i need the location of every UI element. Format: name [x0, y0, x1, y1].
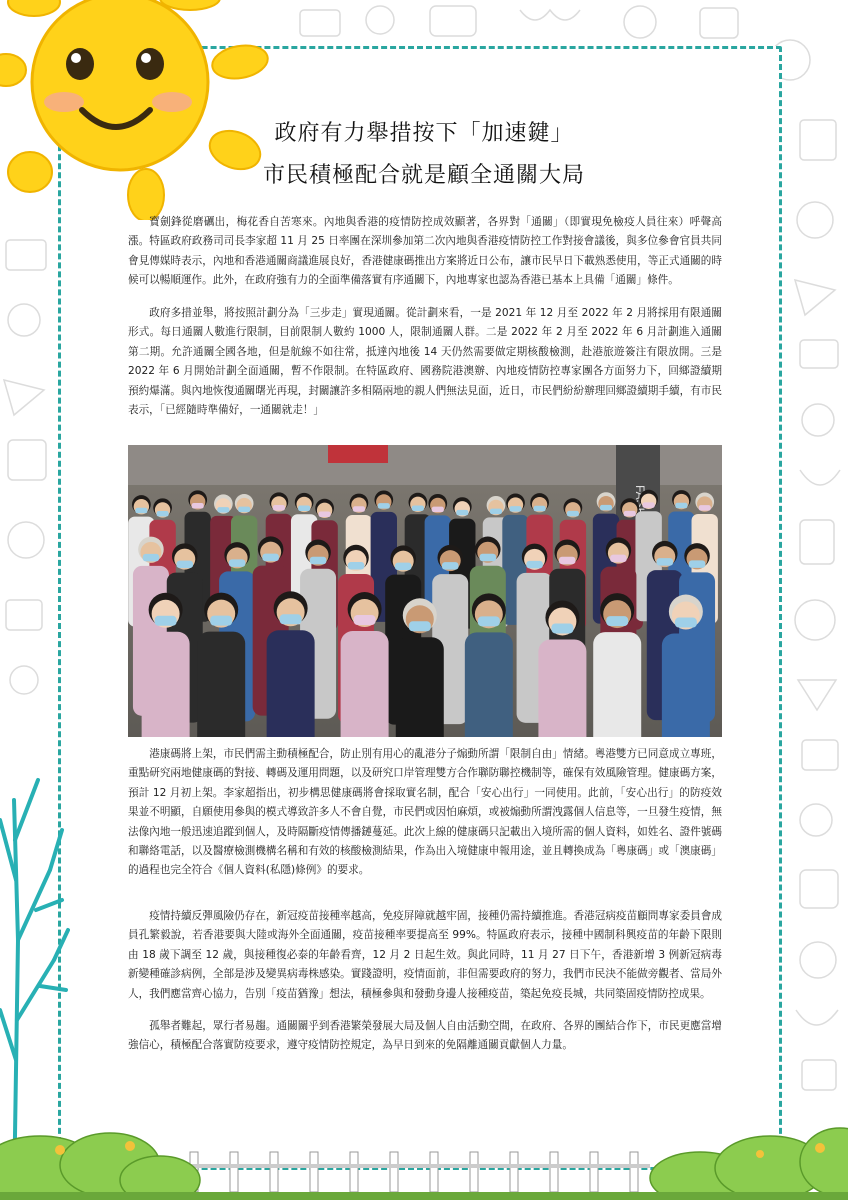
crowd-photo: [128, 445, 722, 737]
sign-text: FASHION: [633, 485, 647, 538]
title-line-1: 政府有力舉措按下「加速鍵」: [274, 121, 574, 146]
paragraph-5: 孤舉者難起，眾行者易趨。通關關乎到香港繁榮發展大局及個人自由活動空間，在政府、各界的團結合作下，市民更應當增強信心，積極配合落實防疫要求，遵守疫情防控規定，為早日到來的免隔離通關貢獻個人力量。: [128, 1020, 722, 1052]
paragraph-3: 港康碼將上架，市民們需主動積極配合，防止別有用心的亂港分子煽動所謂「限制自由」情緒。粵港雙方已同意成立專班，重點研究兩地健康碼的對接、轉碼及運用問題，以及研究口岸管理雙方合作聯防聯控機制等，確保有效風險管理。健康碼方案，預計 12 月初上架。李家超指出，初步構思健康碼將會採取實名制，配合「安心出行」一同使用。此前，「安心出行」的防疫效果並不明顯，自願使用參與的模式導致許多人不會自覺，市民們或因怕麻煩，或被煽動所謂洩露個人信息等，一旦發生疫情，無法像內地一般迅速追蹤到個人，及時隔斷疫情傳播鏈蔓延。此次上線的健康碼只記載出入境所需的個人資料，如姓名、證件號碼和聯絡電話，以及醫療檢測機構名稱和有效的核酸檢測結果，作為出入境健康申報用途，並且轉換成為「粵康碼」或「澳康碼」的過程也完全符合《個人資料(私隱)條例》的要求。: [128, 748, 722, 877]
paragraph-1: 寶劍鋒從磨礪出，梅花香自苦寒來。內地與香港的疫情防控成效顯著，各界對「通關」（即實現免檢疫人員往來）呼聲高漲。特區政府政務司司長李家超 11 月 25 日率團在深圳參加第二次內地與香港疫情防控工作對接會議後，與多位參會官員共同會見傳媒時表示，內地和香港通關商議進展良好，香港健康碼推出方案將近日公布，讓市民早日下載熟悉使用，等正式通關的時候可以暢順運作。此外，在政府強有力的全面準備落實有序通關下，內地專家也認為香港已基本上具備「通關」條件。: [128, 216, 722, 287]
bushes-decoration: [0, 1110, 848, 1200]
paragraph-4: 疫情持續反彈風險仍存在，新冠疫苗接種率越高，免疫屏障就越牢固，接種仍需持續推進。香港冠病疫苗顧問專家委員會成員孔繁毅說，若香港要與大陸或海外全面通關，疫苗接種率要提高至 99%。特區政府表示，接種中國制科興疫苗的年齡下限則由 18 歲下調至 12 歲，與接種復必泰的年齡看齊，12 月 2 日起生效。與此同時，11 月 27 日下午，香港新增 3 例新冠病毒新變種確診病例，全部是涉及變異病毒株感染。實踐證明，疫情面前，非但需要政府的努力，我們市民決不能做旁觀者、當局外人，我們應當齊心協力，告別「疫苗猶豫」想法，積極參與和發動身邊人接種疫苗，築起免疫長城，共同築固疫情防控成果。: [128, 910, 722, 1000]
paragraph-2: 政府多措並舉，將按照計劃分為「三步走」實現通關。從計劃來看，一是 2021 年 12 月至 2022 年 2 月將採用有限通關形式。每日通關人數進行限制，目前限制人數約 1000 人，限制通關人群。二是 2022 年 2 月至 2022 年 6 月計劃進入通關第二期。允許通關全國各地，但是航線不如往常，抵達內地後 14 天仍然需要做定期核酸檢測，赴港旅遊簽注有限放開。三是 2022 年 6 月開始計劃全面通關，暫不作限制。在特區政府、國務院港澳辦、內地疫情防控專家團各方面努力下，回鄉證續期預約爆滿。與內地恢復通關曙光再現，封關讓許多相隔兩地的親人們無法見面，近日，市民們紛紛辦理回鄉證續期手續，有市民表示，「已經隨時準備好，一通關就走！」: [128, 307, 722, 417]
title-line-2: 市民積極配合就是顧全通關大局: [262, 163, 585, 188]
